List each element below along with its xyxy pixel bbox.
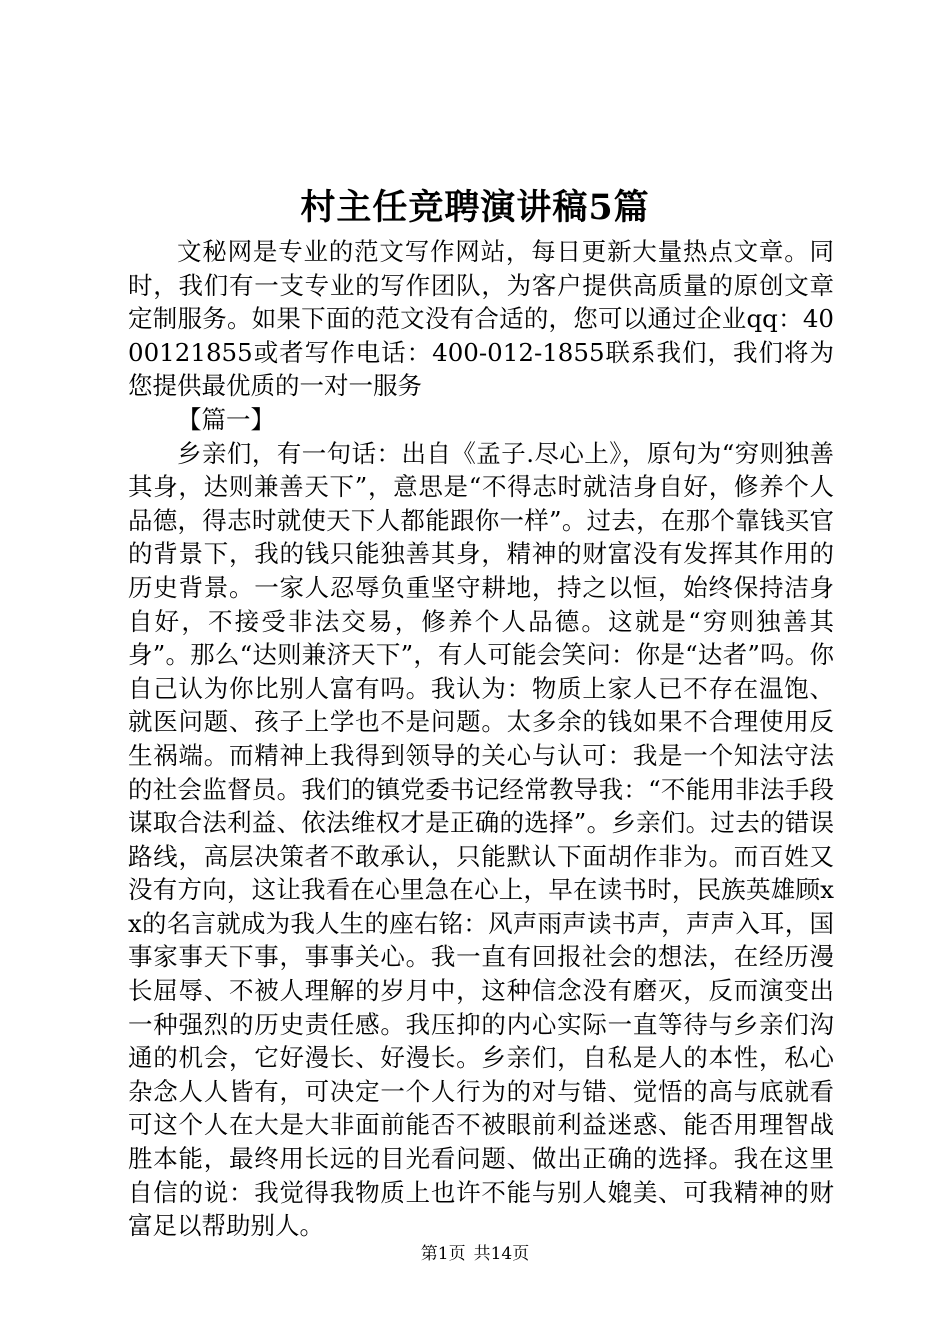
- speech-paragraph: 乡亲们，有一句话：出自《孟子.尽心上》，原句为“穷则独善其身，达则兼善天下”，意思是“不得志时就洁身自好，修养个人品德，得志时就使天下人都能跟你一样”。过去，在那个靠钱买官的背景下，我的钱只能独善其身，精神的财富没有发挥其作用的历史背景。一家人忍辱负重坚守耕地，持之以恒，始终保持洁身自好，不接受非法交易，修养个人品德。这就是“穷则独善其身”。那么“达则兼济天下”，有人可能会笑问：你是“达者”吗。你自己认为你比别人富有吗。我认为：物质上家人已不存在温饱、就医问题、孩子上学也不是问题。太多余的钱如果不合理使用反生祸端。而精神上我得到领导的关心与认可：我是一个知法守法的社会监督员。我们的镇党委书记经常教导我：“不能用非法手段谋取合法利益、依法维权才是正确的选择”。乡亲们。过去的错误路线，高层决策者不敢承认，只能默认下面胡作非为。而百姓又没有方向，这让我看在心里急在心上，早在读书时，民族英雄顾xx的名言就成为我人生的座右铭：风声雨声读书声，声声入耳，国事家事天下事，事事关心。我一直有回报社会的想法，在经历漫长屈辱、不被人理解的岁月中，这种信念没有磨灭，反而演变出一种强烈的历史责任感。我压抑的内心实际一直等待与乡亲们沟通的机会，它好漫长、好漫长。乡亲们，自私是人的本性，私心杂念人人皆有，可决定一个人行为的对与错、觉悟的高与底就看可这个人在大是大非面前能否不被眼前利益迷惑、能否用理智战胜本能，最终用长远的目光看问题、做出正确的选择。我在这里自信的说：我觉得我物质上也许不能与别人媲美、可我精神的财富足以帮助别人。: [128, 438, 834, 1241]
- document-title: 村主任竞聘演讲稿5篇: [300, 187, 650, 228]
- page-total: 共14页: [473, 1244, 530, 1264]
- intro-paragraph: 文秘网是专业的范文写作网站，每日更新大量热点文章。同时，我们有一支专业的写作团队，为客户提供高质量的原创文章定制服务。如果下面的范文没有合适的，您可以通过企业qq：4000121855或者写作电话：400-012-1855联系我们，我们将为您提供最优质的一对一服务: [128, 237, 834, 401]
- document-body: [128, 235, 834, 1243]
- page-number: 第1页: [420, 1244, 466, 1264]
- section-heading: 【篇一】: [177, 404, 275, 434]
- page-footer: [0, 1242, 950, 1266]
